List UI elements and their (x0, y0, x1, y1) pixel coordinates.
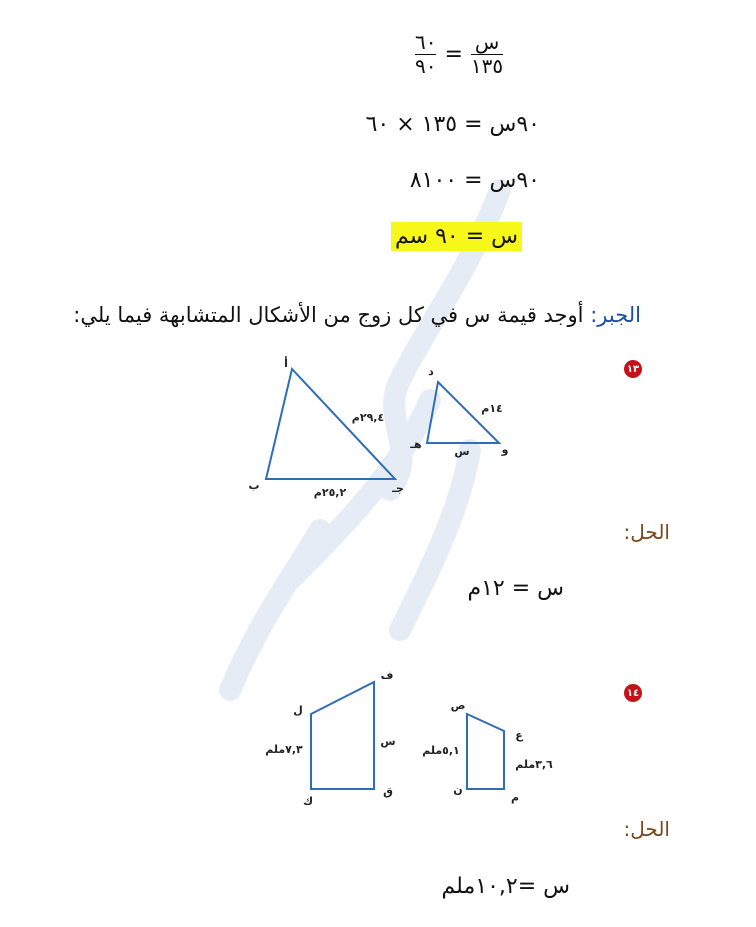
vertex-l-label: ل (293, 704, 303, 717)
problem-14-answer: س =١٠,٢ملم (441, 874, 570, 899)
vertex-m-label: م (510, 791, 520, 804)
vertex-f-label: ف (380, 669, 394, 682)
fraction-left (415, 32, 436, 77)
fraction-right-denominator: ١٣٥ (470, 54, 504, 78)
vertex-b-label: ب (248, 479, 260, 492)
fraction-right (471, 32, 503, 77)
heading-label: الجبر: (590, 303, 641, 327)
vertex-d-label: د (428, 365, 434, 378)
equals-sign: = (444, 42, 463, 67)
vertex-w-label: و (501, 443, 509, 456)
vertex-k-label: ك (302, 795, 314, 808)
problem-13-badge: ١٣ (624, 360, 642, 378)
large-triangle (266, 369, 395, 479)
side-left-label-small: ٥,١ملم (422, 744, 460, 757)
exercise-heading (73, 303, 641, 327)
problem-14-figure (255, 665, 565, 815)
side-hyp-label-large: ٢٩,٤م (351, 411, 385, 424)
equation-line-2: ٩٠س = ١٣٥ × ٦٠ (365, 112, 540, 137)
vertex-n-label: ن (453, 783, 463, 796)
fraction-left-numerator: ٦٠ (415, 30, 437, 54)
equation-result: س = ٩٠ سم (391, 222, 522, 251)
problem-13-answer: س = ١٢م (467, 576, 564, 601)
side-right-label-large: س (380, 735, 396, 748)
problem-13-solution-label: الحل: (623, 520, 670, 544)
problem-14-solution-label: الحل: (623, 817, 670, 841)
fraction-right-numerator: س (474, 30, 500, 54)
problem-13-figure (240, 355, 530, 500)
fraction-left-denominator: ٩٠ (415, 54, 437, 78)
side-right-label-small: ٣,٦ملم (515, 758, 553, 771)
vertex-s-label: ص (450, 699, 466, 712)
proportion-equation (415, 32, 503, 77)
vertex-j-label: جـ (392, 482, 404, 495)
side-left-label-large: ٧,٣ملم (265, 743, 303, 756)
vertex-q-label: ق (383, 785, 393, 798)
heading-text: أوجد قيمة س في كل زوج من الأشكال المتشابهة فيما يلي: (73, 303, 584, 327)
vertex-a-label: أ (284, 357, 288, 370)
small-quadrilateral (467, 714, 504, 789)
side-base-label-large: ٢٥,٢م (313, 486, 347, 499)
vertex-h-label: هـ (410, 438, 422, 451)
side-base-label-small: س (454, 445, 470, 458)
side-hyp-label-small: ١٤م (481, 402, 503, 415)
equation-line-3: ٩٠س = ٨١٠٠ (409, 168, 540, 193)
problem-14-badge: ١٤ (624, 684, 642, 702)
vertex-e-label: ع (515, 729, 523, 742)
large-quadrilateral (311, 682, 374, 789)
